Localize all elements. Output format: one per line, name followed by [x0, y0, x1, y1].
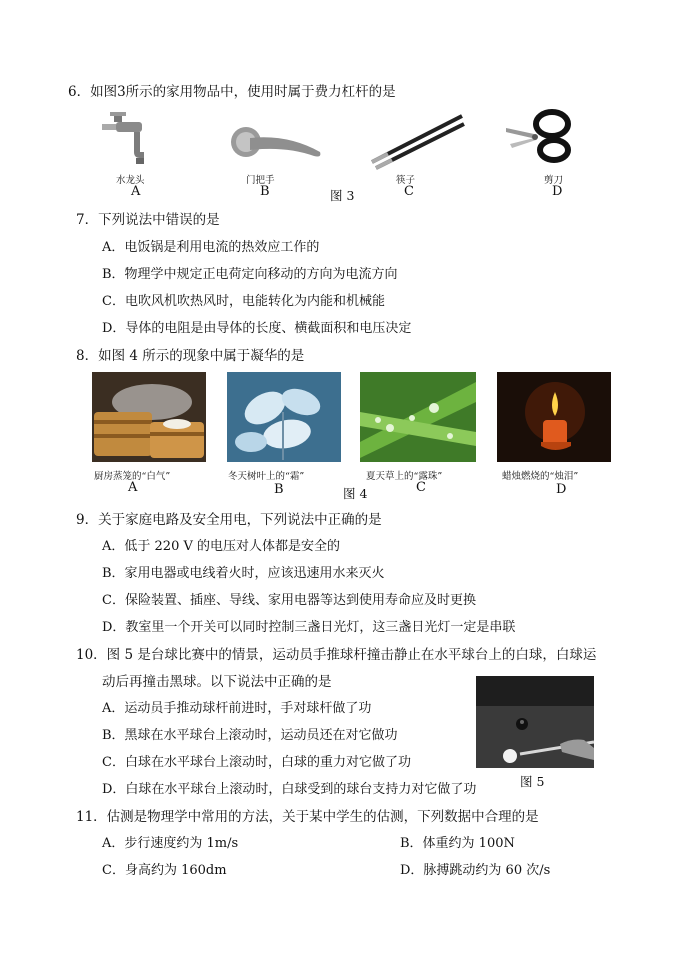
q9-option-a: A．低于 220 V 的电压对人体都是安全的 — [102, 539, 340, 554]
q8-letter-d: D — [556, 482, 567, 497]
steamer-photo — [92, 372, 206, 462]
q6-caption-b: 门把手 — [246, 175, 275, 186]
door-handle-icon — [228, 120, 324, 166]
chopsticks-icon — [368, 112, 466, 170]
question-9-stem: 9．关于家庭电路及安全用电，下列说法中正确的是 — [76, 512, 382, 528]
q6-caption-c: 筷子 — [396, 175, 416, 186]
q7-option-d: D．导体的电阻是由导体的长度、横截面积和电压决定 — [102, 321, 412, 336]
q6-letter-d: D — [552, 184, 563, 199]
q8-letter-a: A — [128, 480, 138, 495]
q6-caption-d: 剪刀 — [544, 175, 564, 186]
billiards-photo — [476, 676, 594, 768]
q8-caption-d: 蜡烛燃烧的“烛泪” — [502, 471, 579, 482]
q9-option-c: C．保险装置、插座、导线、家用电器等达到使用寿命应及时更换 — [102, 593, 476, 608]
q10-option-b: B．黑球在水平球台上滚动时，运动员还在对它做功 — [102, 728, 398, 743]
q11-option-b: B．体重约为 100N — [400, 836, 515, 851]
question-10-stem-line1: 10．图 5 是台球比赛中的情景，运动员手推球杆撞击静止在水平球台上的白球，白球运 — [76, 647, 597, 663]
q7-option-b: B．物理学中规定正电荷定向移动的方向为电流方向 — [102, 267, 398, 282]
q9-option-b: B．家用电器或电线着火时，应该迅速用水来灭火 — [102, 566, 385, 581]
q6-letter-a: A — [131, 184, 141, 199]
candle-photo — [497, 372, 611, 462]
q7-option-c: C．电吹风机吹热风时，电能转化为内能和机械能 — [102, 294, 385, 309]
q11-option-c: C．身高约为 160dm — [102, 863, 227, 878]
figure-5-label: 图 5 — [520, 774, 545, 789]
figure-4-label: 图 4 — [343, 486, 368, 501]
question-10-stem-line2: 动后再撞击黑球。以下说法中正确的是 — [102, 674, 332, 690]
q10-option-a: A．运动员手推动球杆前进时，手对球杆做了功 — [102, 701, 372, 716]
faucet-icon — [100, 108, 160, 168]
q8-letter-b: B — [274, 482, 284, 497]
q11-option-d: D．脉搏跳动约为 60 次/s — [400, 863, 551, 878]
figure-3-label: 图 3 — [330, 188, 355, 203]
q6-letter-b: B — [260, 184, 270, 199]
q9-option-d: D．教室里一个开关可以同时控制三盏日光灯，这三盏日光灯一定是串联 — [102, 620, 516, 635]
q6-caption-a: 水龙头 — [116, 175, 145, 186]
q8-caption-b: 冬天树叶上的“霜” — [228, 471, 305, 482]
q10-option-d: D．白球在水平球台上滚动时，白球受到的球台支持力对它做了功 — [102, 782, 477, 797]
q11-option-a: A．步行速度约为 1m/s — [102, 836, 239, 851]
question-6-stem: 6．如图3所示的家用物品中，使用时属于费力杠杆的是 — [68, 84, 396, 100]
question-7-stem: 7．下列说法中错误的是 — [76, 212, 220, 228]
frost-leaves-photo — [227, 372, 341, 462]
q8-letter-c: C — [416, 480, 426, 495]
question-11-stem: 11．估测是物理学中常用的方法，关于某中学生的估测，下列数据中合理的是 — [76, 809, 539, 825]
q7-option-a: A．电饭锅是利用电流的热效应工作的 — [102, 240, 320, 255]
scissors-icon — [504, 108, 576, 164]
question-8-stem: 8．如图 4 所示的现象中属于凝华的是 — [76, 348, 305, 364]
q10-option-c: C．白球在水平球台上滚动时，白球的重力对它做了功 — [102, 755, 411, 770]
dew-grass-photo — [360, 372, 476, 462]
q8-caption-c: 夏天草上的“露珠” — [366, 471, 443, 482]
q8-caption-a: 厨房蒸笼的“白气” — [94, 471, 171, 482]
q6-letter-c: C — [404, 184, 414, 199]
